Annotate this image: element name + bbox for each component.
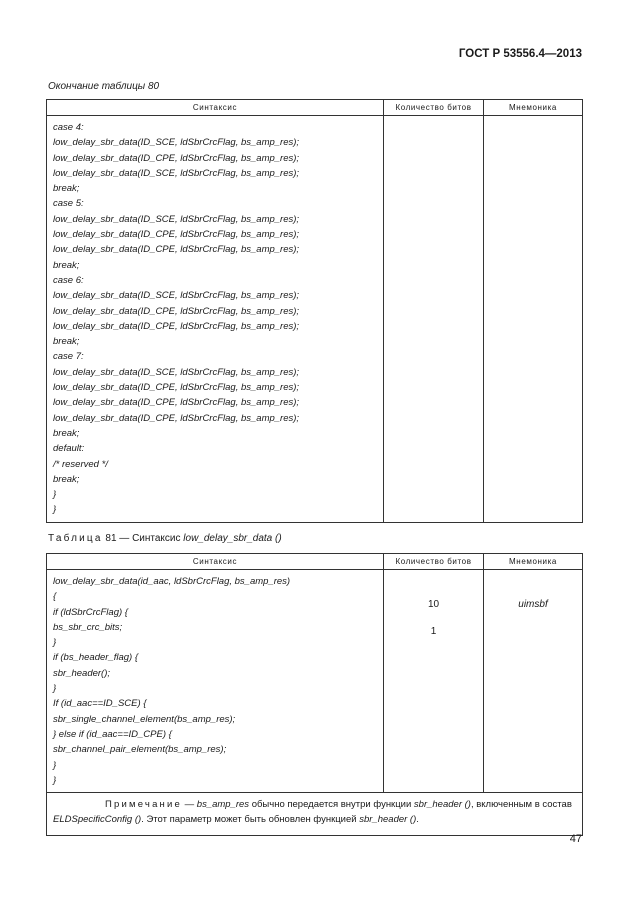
code-line: low_delay_sbr_data(ID_CPE, ldSbrCrcFlag, bs_amp_res); [53, 244, 300, 256]
mnemonic-cell [484, 116, 583, 523]
caption-prefix: Таблица [48, 533, 103, 544]
code-line: default: [53, 443, 85, 455]
code-line: low_delay_sbr_data(ID_CPE, ldSbrCrcFlag, bs_amp_res); [53, 412, 300, 424]
code-line: break; [53, 183, 80, 195]
bits-cell [384, 116, 484, 523]
code-line: low_delay_sbr_data(ID_SCE, ldSbrCrcFlag, bs_amp_res); [53, 137, 300, 149]
code-line: low_delay_sbr_data(ID_SCE, ldSbrCrcFlag, bs_amp_res); [53, 213, 300, 225]
caption-function: low_delay_sbr_data () [183, 533, 282, 544]
code-line: low_delay_sbr_data(ID_SCE, ldSbrCrcFlag, bs_amp_res); [53, 290, 300, 302]
code-line: sbr_channel_pair_element(bs_amp_res); [53, 744, 227, 756]
code-line: } [53, 489, 57, 501]
caption-number: 81 — Синтаксис [105, 533, 181, 544]
bits-value: 1 [430, 626, 437, 638]
code-line: } [53, 759, 57, 771]
code-line: if (ldSbrCrcFlag) { [53, 606, 128, 618]
table-row [47, 570, 583, 793]
code-line: If (id_aac==ID_SCE) { [53, 698, 147, 710]
code-line: /* reserved */ [53, 458, 108, 470]
syntax-cell [47, 570, 384, 793]
code-line: case 5: [53, 198, 84, 210]
column-header-syntax: Синтаксис [47, 554, 384, 570]
table-header-row [47, 554, 583, 570]
code-line: low_delay_sbr_data(ID_CPE, ldSbrCrcFlag, bs_amp_res); [53, 382, 300, 394]
code-line: break; [53, 427, 80, 439]
code-line: case 6: [53, 274, 84, 286]
code-line: low_delay_sbr_data(ID_CPE, ldSbrCrcFlag, bs_amp_res); [53, 152, 300, 164]
code-line: bs_sbr_crc_bits; [53, 621, 123, 633]
note-cell [47, 793, 583, 836]
column-header-mnemonic: Мнемоника [484, 100, 583, 116]
column-header-syntax: Синтаксис [47, 100, 384, 116]
table-80-caption: Окончание таблицы 80 [48, 81, 160, 92]
code-line: low_delay_sbr_data(id_aac, ldSbrCrcFlag, bs_amp_res) [53, 576, 291, 587]
code-line: } [53, 504, 57, 516]
mnemonic-cell [484, 570, 583, 793]
code-line: low_delay_sbr_data(ID_CPE, ldSbrCrcFlag, bs_amp_res); [53, 305, 300, 317]
code-line: } [53, 683, 57, 695]
code-line: case 7: [53, 351, 84, 363]
code-line: } else if (id_aac==ID_CPE) { [53, 728, 172, 740]
code-line: { [53, 591, 57, 603]
column-header-bits: Количество битов [384, 100, 484, 116]
table-80 [46, 99, 583, 523]
table-row [47, 116, 583, 523]
code-line: low_delay_sbr_data(ID_CPE, ldSbrCrcFlag, bs_amp_res); [53, 320, 300, 332]
document-header: ГОСТ Р 53556.4—2013 [458, 48, 582, 60]
note-text: Примечание — bs_amp_res обычно передается внутри функции sbr_header (), включенным в состав ELDSpecificConfig (). Этот параметр может быть обновлен функцией sbr_header (). [53, 799, 572, 826]
code-line: if (bs_header_flag) { [53, 652, 139, 664]
note-label: Примечание [105, 799, 182, 811]
table-81 [46, 553, 583, 836]
code-line: low_delay_sbr_data(ID_CPE, ldSbrCrcFlag, bs_amp_res); [53, 397, 300, 409]
page-number: 47 [569, 833, 582, 845]
note-row [47, 793, 583, 836]
code-line: break; [53, 259, 80, 271]
table-header-row [47, 100, 583, 116]
syntax-cell [47, 116, 384, 523]
code-line: low_delay_sbr_data(ID_SCE, ldSbrCrcFlag, bs_amp_res); [53, 366, 300, 378]
code-line: break; [53, 336, 80, 348]
bits-cell [384, 570, 484, 793]
table-81-caption [48, 533, 282, 544]
code-line: sbr_single_channel_element(bs_amp_res); [53, 713, 236, 725]
column-header-mnemonic: Мнемоника [484, 554, 583, 570]
code-line: sbr_header(); [53, 667, 111, 679]
code-line: } [53, 774, 57, 786]
mnemonic-value: uimsbf [518, 599, 548, 610]
note-term: bs_amp_res [196, 799, 250, 811]
code-line: break; [53, 473, 80, 485]
column-header-bits: Количество битов [384, 554, 484, 570]
code-line: } [53, 637, 57, 649]
bits-value: 10 [427, 599, 440, 610]
code-line: case 4: [53, 122, 84, 133]
code-line: low_delay_sbr_data(ID_CPE, ldSbrCrcFlag, bs_amp_res); [53, 229, 300, 241]
code-line: low_delay_sbr_data(ID_SCE, ldSbrCrcFlag, bs_amp_res); [53, 167, 300, 179]
